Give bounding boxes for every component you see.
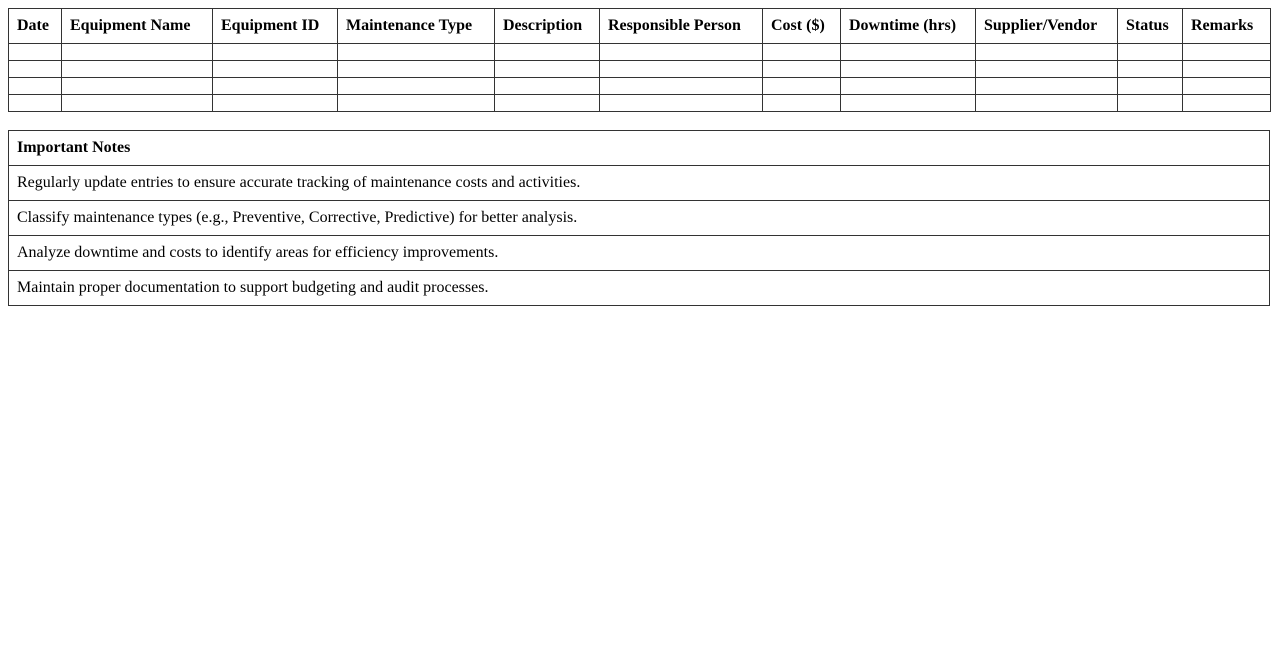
- table-cell[interactable]: [213, 95, 338, 112]
- table-cell[interactable]: [1183, 44, 1271, 61]
- table-cell[interactable]: [1118, 44, 1183, 61]
- important-notes-table: [8, 130, 1270, 306]
- table-cell[interactable]: [763, 78, 841, 95]
- column-header-equipment-id: Equipment ID: [213, 9, 338, 44]
- table-cell[interactable]: [1118, 61, 1183, 78]
- table-cell[interactable]: [1183, 78, 1271, 95]
- table-cell[interactable]: [62, 44, 213, 61]
- column-header-supplier-vendor: Supplier/Vendor: [976, 9, 1118, 44]
- table-cell[interactable]: [841, 78, 976, 95]
- table-cell[interactable]: [841, 95, 976, 112]
- column-header-status: Status: [1118, 9, 1183, 44]
- table-header-row: [9, 9, 1271, 44]
- note-text: Maintain proper documentation to support budgeting and audit processes.: [9, 271, 1270, 306]
- maintenance-log-table: [8, 8, 1271, 112]
- table-cell[interactable]: [62, 78, 213, 95]
- table-row: [9, 61, 1271, 78]
- table-cell[interactable]: [1183, 95, 1271, 112]
- table-cell[interactable]: [600, 95, 763, 112]
- column-header-downtime: Downtime (hrs): [841, 9, 976, 44]
- table-cell[interactable]: [495, 44, 600, 61]
- table-cell[interactable]: [9, 78, 62, 95]
- table-cell[interactable]: [841, 44, 976, 61]
- table-cell[interactable]: [763, 95, 841, 112]
- column-header-responsible-person: Responsible Person: [600, 9, 763, 44]
- table-cell[interactable]: [338, 78, 495, 95]
- table-cell[interactable]: [495, 78, 600, 95]
- table-cell[interactable]: [338, 44, 495, 61]
- table-row: [9, 95, 1271, 112]
- table-cell[interactable]: [338, 95, 495, 112]
- table-cell[interactable]: [62, 61, 213, 78]
- table-row: [9, 44, 1271, 61]
- table-cell[interactable]: [1183, 61, 1271, 78]
- notes-header-row: [9, 131, 1270, 166]
- column-header-equipment-name: Equipment Name: [62, 9, 213, 44]
- table-cell[interactable]: [213, 78, 338, 95]
- list-item: [9, 166, 1270, 201]
- column-header-cost: Cost ($): [763, 9, 841, 44]
- list-item: [9, 236, 1270, 271]
- table-cell[interactable]: [976, 78, 1118, 95]
- table-cell[interactable]: [763, 44, 841, 61]
- table-cell[interactable]: [600, 44, 763, 61]
- table-cell[interactable]: [338, 61, 495, 78]
- note-text: Classify maintenance types (e.g., Preventive, Corrective, Predictive) for better analysis.: [9, 201, 1270, 236]
- table-cell[interactable]: [763, 61, 841, 78]
- notes-title: Important Notes: [9, 131, 1270, 166]
- table-cell[interactable]: [1118, 78, 1183, 95]
- table-cell[interactable]: [9, 61, 62, 78]
- table-row: [9, 78, 1271, 95]
- table-cell[interactable]: [841, 61, 976, 78]
- column-header-remarks: Remarks: [1183, 9, 1271, 44]
- table-cell[interactable]: [1118, 95, 1183, 112]
- table-cell[interactable]: [62, 95, 213, 112]
- table-cell[interactable]: [213, 44, 338, 61]
- table-cell[interactable]: [600, 78, 763, 95]
- list-item: [9, 271, 1270, 306]
- table-cell[interactable]: [213, 61, 338, 78]
- note-text: Analyze downtime and costs to identify areas for efficiency improvements.: [9, 236, 1270, 271]
- table-cell[interactable]: [976, 44, 1118, 61]
- table-cell[interactable]: [600, 61, 763, 78]
- page: [0, 0, 1278, 314]
- note-text: Regularly update entries to ensure accurate tracking of maintenance costs and activities.: [9, 166, 1270, 201]
- column-header-date: Date: [9, 9, 62, 44]
- table-cell[interactable]: [976, 61, 1118, 78]
- table-cell[interactable]: [495, 95, 600, 112]
- list-item: [9, 201, 1270, 236]
- table-cell[interactable]: [9, 95, 62, 112]
- table-cell[interactable]: [976, 95, 1118, 112]
- column-header-maintenance-type: Maintenance Type: [338, 9, 495, 44]
- column-header-description: Description: [495, 9, 600, 44]
- table-cell[interactable]: [495, 61, 600, 78]
- table-cell[interactable]: [9, 44, 62, 61]
